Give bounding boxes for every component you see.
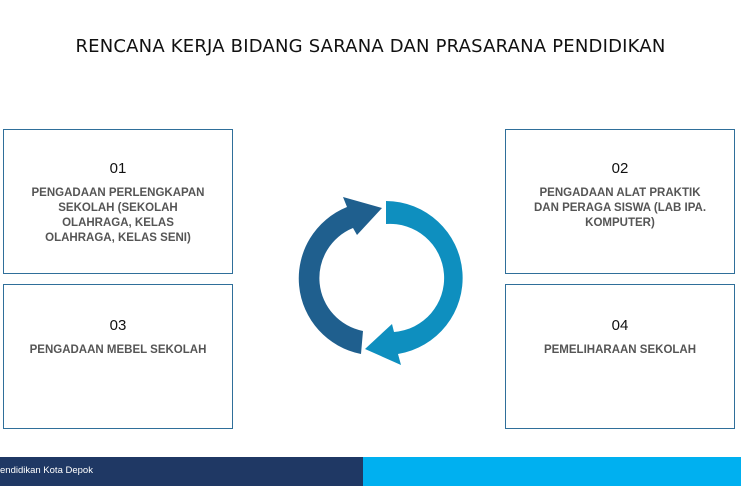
item-box-01: [3, 129, 233, 274]
item-box-03: [3, 284, 233, 429]
item-text: PENGADAAN MEBEL SEKOLAH: [29, 344, 207, 356]
item-number: 04: [611, 317, 629, 334]
cycle-arrow-light: [365, 201, 463, 365]
item-number: 02: [611, 160, 629, 177]
footer-bar-left: [0, 457, 363, 486]
footer-bar-right: [363, 457, 741, 486]
cycle-arrows-icon: [283, 188, 463, 368]
item-number: 01: [109, 160, 127, 177]
item-text: PENGADAAN ALAT PRAKTIK DAN PERAGA SISWA (LAB IPA. KOMPUTER): [533, 187, 707, 229]
item-text: PENGADAAN PERLENGKAPAN SEKOLAH (SEKOLAH OLAHRAGA, KELAS OLAHRAGA, KELAS SENI): [31, 187, 205, 244]
cycle-arrow-dark: [299, 197, 382, 354]
item-box-04: [505, 284, 735, 429]
footer-text: endidikan Kota Depok: [0, 465, 93, 476]
page-title: RENCANA KERJA BIDANG SARANA DAN PRASARANA PENDIDIKAN: [75, 36, 666, 57]
item-number: 03: [109, 317, 127, 334]
item-text: PEMELIHARAAN SEKOLAH: [543, 344, 697, 356]
item-box-02: [505, 129, 735, 274]
